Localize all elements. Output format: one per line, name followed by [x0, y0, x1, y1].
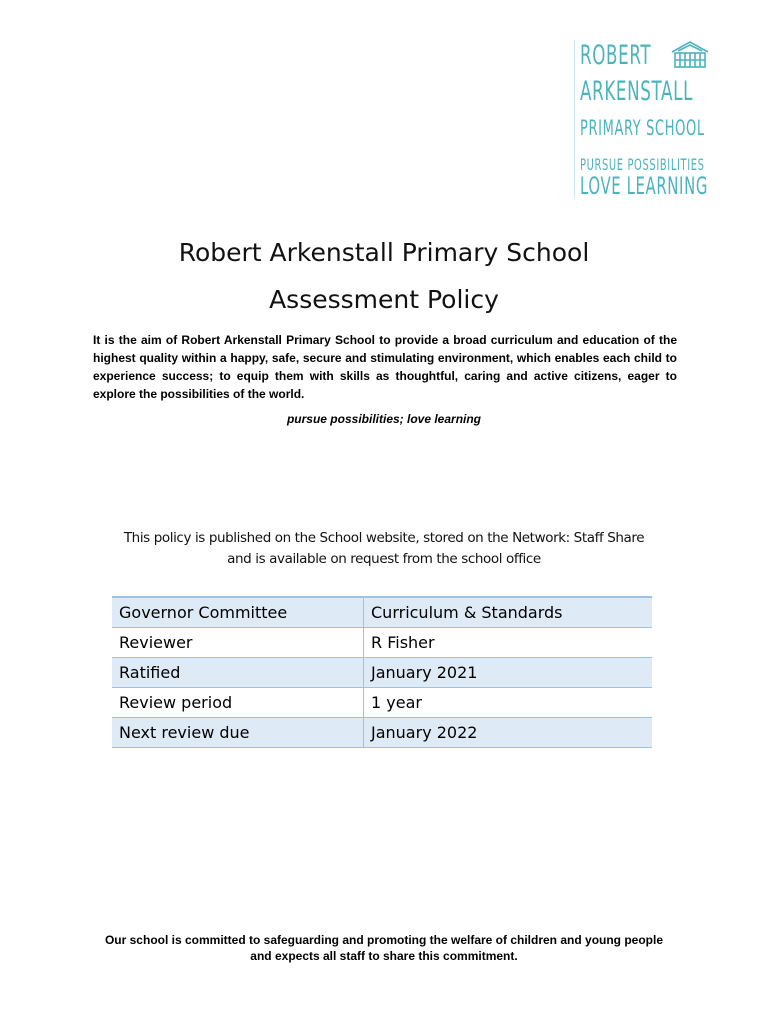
- row-label: Ratified: [112, 658, 364, 688]
- table-row: [112, 718, 652, 748]
- row-value: R Fisher: [364, 628, 653, 658]
- row-label: Review period: [112, 688, 364, 718]
- publication-notice-line-2: and is available on request from the school office: [227, 551, 541, 567]
- row-value: Curriculum & Standards: [364, 597, 653, 628]
- table-row: [112, 628, 652, 658]
- row-label: Governor Committee: [112, 597, 364, 628]
- school-logo: [574, 38, 724, 200]
- row-label: Next review due: [112, 718, 364, 748]
- logo-divider: [574, 40, 575, 198]
- table-row: [112, 688, 652, 718]
- safeguarding-line-1: Our school is committed to safeguarding and promoting the welfare of children and young people: [104, 933, 664, 947]
- policy-details-table: [112, 596, 652, 748]
- logo-text-arkenstall: ARKENSTALL: [580, 76, 694, 107]
- row-value: 1 year: [364, 688, 653, 718]
- aim-statement: It is the aim of Robert Arkenstall Primary School to provide a broad curriculum and education of the highest quality within a happy, safe, secure and stimulating environment, which enables each child to experience success; to equip them with skills as thoughtful, caring and active citizens, eager to explore the possibilities of the world.: [93, 333, 677, 401]
- row-value: January 2022: [364, 718, 653, 748]
- row-value: January 2021: [364, 658, 653, 688]
- school-building-icon: [670, 40, 710, 70]
- logo-text-robert: ROBERT: [580, 40, 652, 71]
- policy-title: Assessment Policy: [269, 285, 499, 314]
- publication-notice: [0, 528, 768, 570]
- school-motto: pursue possibilities; love learning: [286, 412, 482, 426]
- row-label: Reviewer: [112, 628, 364, 658]
- school-name-heading: Robert Arkenstall Primary School: [178, 238, 590, 267]
- safeguarding-line-2: and expects all staff to share this commitment.: [250, 949, 518, 963]
- logo-text-love-learning: LOVE LEARNING: [580, 172, 708, 200]
- publication-notice-line-1: This policy is published on the School website, stored on the Network: Staff Share: [123, 530, 645, 546]
- table-row: [112, 658, 652, 688]
- logo-text-pursue-possibilities: PURSUE POSSIBILITIES: [580, 155, 705, 174]
- table-row: [112, 597, 652, 628]
- safeguarding-statement: [0, 932, 768, 964]
- logo-text-primary-school: PRIMARY SCHOOL: [580, 116, 705, 140]
